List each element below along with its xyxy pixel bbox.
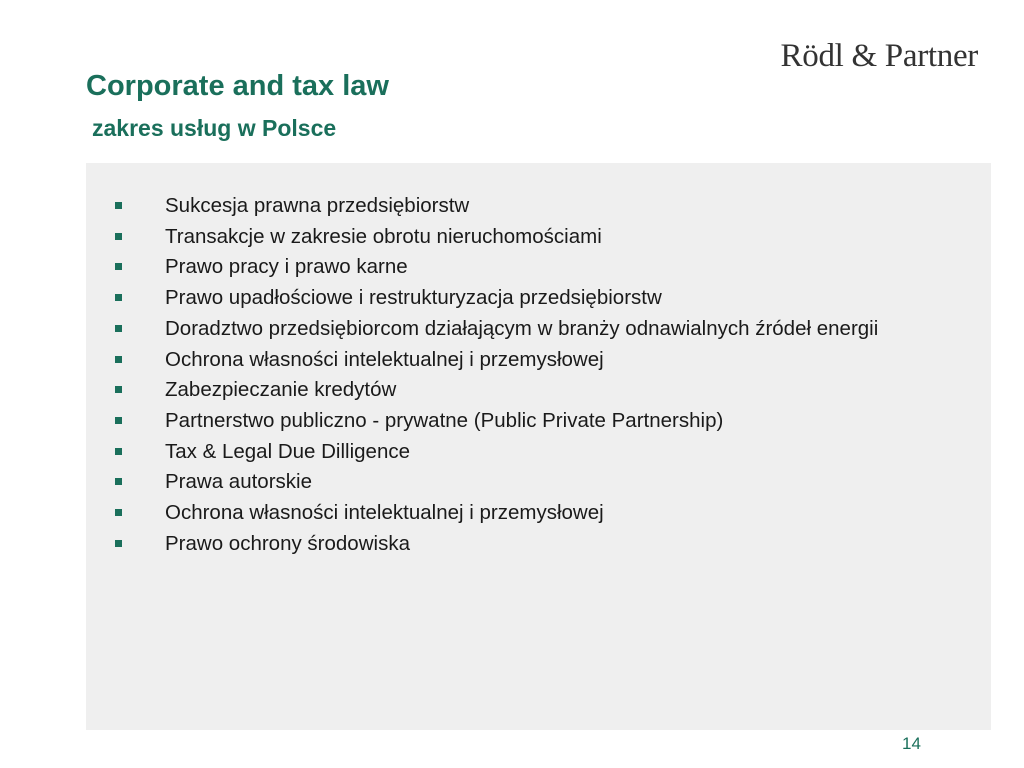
list-item — [86, 529, 991, 560]
page-title: Corporate and tax law — [86, 70, 389, 102]
square-bullet-icon — [115, 294, 122, 301]
list-item-text: Partnerstwo publiczno - prywatne (Public Private Partnership) — [165, 408, 724, 432]
square-bullet-icon — [115, 509, 122, 516]
list-item — [86, 314, 991, 345]
content-panel — [86, 163, 991, 730]
page-subtitle: zakres usług w Polsce — [92, 115, 337, 141]
list-item — [86, 406, 991, 437]
list-item-text: Prawa autorskie — [165, 470, 312, 494]
list-item-text: Prawo pracy i prawo karne — [165, 255, 408, 279]
list-item-text: Doradztwo przedsiębiorcom działającym w branży odnawialnych źródeł energii — [165, 316, 879, 340]
list-item-text: Ochrona własności intelektualnej i przemysłowej — [165, 347, 604, 371]
square-bullet-icon — [115, 448, 122, 455]
list-item — [86, 437, 991, 468]
list-item — [86, 191, 991, 222]
list-item — [86, 467, 991, 498]
list-item — [86, 375, 991, 406]
list-item — [86, 252, 991, 283]
square-bullet-icon — [115, 540, 122, 547]
list-item-text: Ochrona własności intelektualnej i przemysłowej — [165, 501, 604, 525]
square-bullet-icon — [115, 233, 122, 240]
list-item-text: Sukcesja prawna przedsiębiorstw — [165, 194, 470, 217]
list-item — [86, 222, 991, 253]
company-logo: Rödl & Partner — [780, 38, 978, 74]
list-item-text: Transakcje w zakresie obrotu nieruchomościami — [165, 224, 602, 248]
list-item-text: Prawo ochrony środowiska — [165, 531, 410, 555]
list-item-text: Zabezpieczanie kredytów — [165, 378, 397, 402]
list-item — [86, 498, 991, 529]
list-item-text: Prawo upadłościowe i restrukturyzacja przedsiębiorstw — [165, 286, 662, 310]
square-bullet-icon — [115, 325, 122, 332]
services-list — [86, 191, 991, 559]
list-item-text: Tax & Legal Due Dilligence — [165, 439, 410, 463]
list-item — [86, 283, 991, 314]
square-bullet-icon — [115, 417, 122, 424]
square-bullet-icon — [115, 202, 122, 209]
page-number: 14 — [902, 734, 921, 753]
square-bullet-icon — [115, 386, 122, 393]
list-item — [86, 345, 991, 376]
square-bullet-icon — [115, 263, 122, 270]
square-bullet-icon — [115, 478, 122, 485]
square-bullet-icon — [115, 356, 122, 363]
